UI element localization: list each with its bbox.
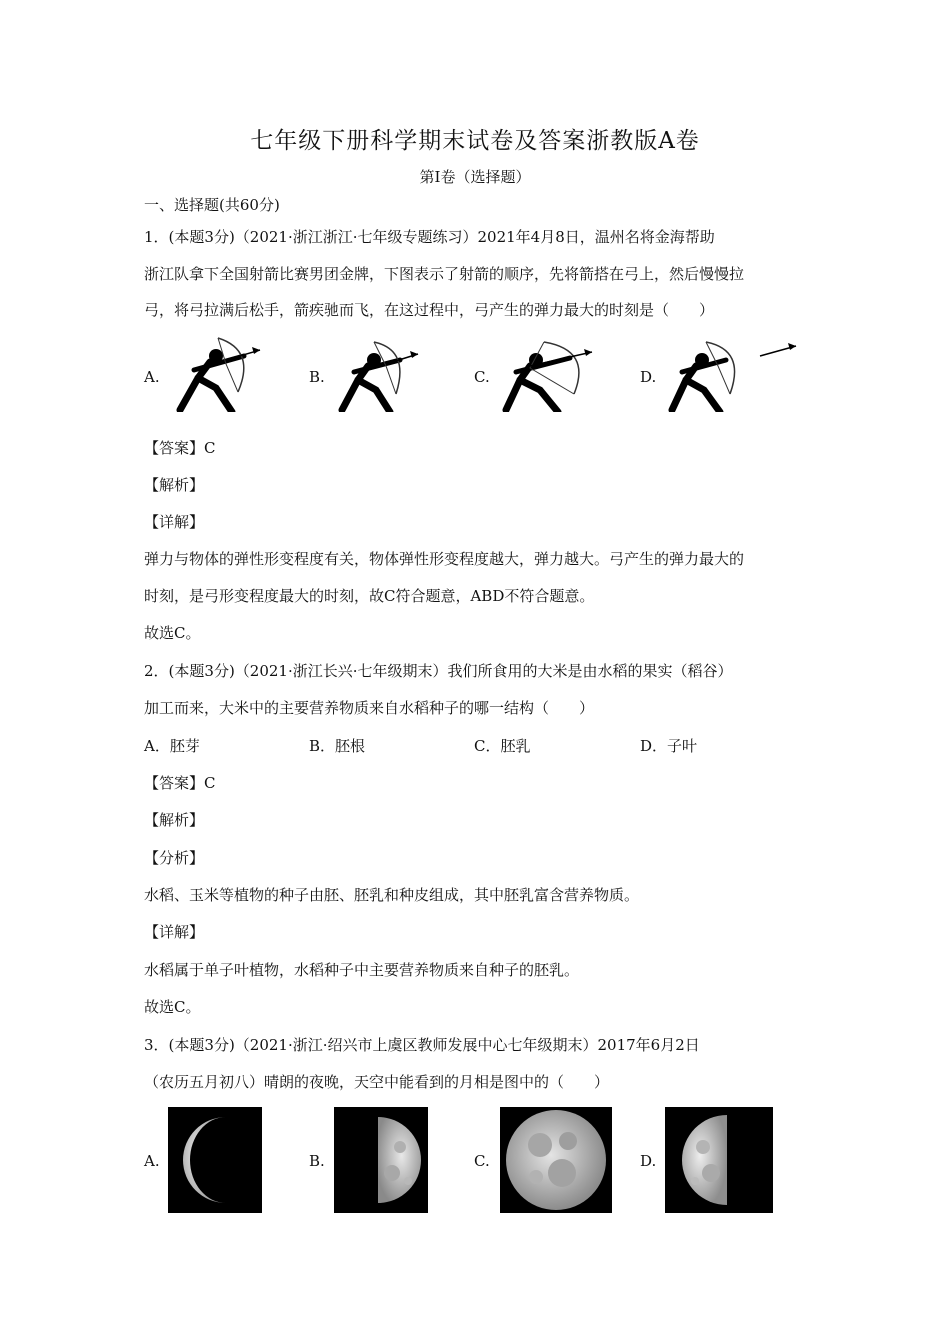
q1-analysis-heading: 【解析】 [144, 476, 205, 494]
waxing-crescent-moon-icon [168, 1107, 262, 1213]
q2-answer: 【答案】C [144, 774, 216, 792]
q2-text-line-1: 2．(本题3分)（2021·浙江长兴·七年级期末）我们所食用的大米是由水稻的果实（稻谷） [144, 662, 733, 680]
first-quarter-moon-icon [665, 1107, 773, 1213]
q1-option-b-label: B. [309, 368, 325, 386]
q1-text-line-3: 弓，将弓拉满后松手，箭疾驰而飞，在这过程中，弓产生的弹力最大的时刻是（ ） [144, 301, 715, 319]
document-title: 七年级下册科学期末试卷及答案浙教版A卷 [250, 128, 700, 154]
q1-option-d-label: D. [640, 368, 657, 386]
q3-text-line-2: （农历五月初八）晴朗的夜晚，天空中能看到的月相是图中的（ ） [144, 1073, 610, 1091]
archer-drawn-partly-icon [334, 332, 454, 412]
q3-text-line-1: 3．(本题3分)（2021·浙江·绍兴市上虞区教师发展中心七年级期末）2017年6月2日 [144, 1036, 700, 1054]
section-heading: 一、选择题(共60分) [144, 196, 280, 214]
q3-option-d-moon-image [665, 1107, 773, 1213]
archer-fully-drawn-icon [500, 332, 620, 412]
q1-option-a-label: A. [144, 368, 160, 386]
q3-option-a-moon-image [168, 1107, 262, 1213]
q3-option-b-moon-image [334, 1107, 428, 1213]
q3-option-c-moon-image [500, 1107, 594, 1213]
q1-explanation-line-1: 弹力与物体的弹性形变程度有关，物体弹性形变程度越大，弹力越大。弓产生的弹力最大的 [144, 550, 745, 568]
q3-option-a-label: A. [144, 1152, 160, 1170]
archer-drawn-halfway-icon [168, 332, 288, 412]
q1-option-b-archer-figure [334, 332, 454, 412]
q2-option-b: B．胚根 [309, 737, 366, 755]
q1-answer: 【答案】C [144, 439, 216, 457]
q1-conclusion: 故选C。 [144, 624, 201, 642]
volume-subtitle: 第I卷（选择题） [419, 168, 531, 186]
last-quarter-moon-icon [334, 1107, 428, 1213]
q2-option-d: D．子叶 [640, 737, 698, 755]
q2-option-c: C．胚乳 [474, 737, 531, 755]
q1-text-line-1: 1．(本题3分)（2021·浙江浙江·七年级专题练习）2021年4月8日，温州名将金海帮助 [144, 228, 715, 246]
q1-option-d-archer-figure [668, 332, 788, 412]
full-moon-icon [500, 1107, 612, 1213]
q2-conclusion: 故选C。 [144, 998, 201, 1016]
q2-detail-text: 水稻属于单子叶植物，水稻种子中主要营养物质来自种子的胚乳。 [144, 961, 580, 979]
q2-text-line-2: 加工而来，大米中的主要营养物质来自水稻种子的哪一结构（ ） [144, 699, 595, 717]
q1-option-c-label: C. [474, 368, 490, 386]
q2-detail-heading: 【详解】 [144, 923, 205, 941]
q2-option-a: A．胚芽 [144, 737, 200, 755]
q1-detail-heading: 【详解】 [144, 513, 205, 531]
q1-option-a-archer-figure [168, 332, 288, 412]
q3-option-b-label: B. [309, 1152, 325, 1170]
archer-arrow-released-icon [668, 332, 808, 412]
q2-fenxi-heading: 【分析】 [144, 849, 205, 867]
q3-option-c-label: C. [474, 1152, 490, 1170]
q1-explanation-line-2: 时刻，是弓形变程度最大的时刻，故C符合题意，ABD不符合题意。 [144, 587, 595, 605]
q1-text-line-2: 浙江队拿下全国射箭比赛男团金牌，下图表示了射箭的顺序，先将箭搭在弓上，然后慢慢拉 [144, 265, 745, 283]
q3-option-d-label: D. [640, 1152, 657, 1170]
q2-analysis-heading: 【解析】 [144, 811, 205, 829]
q1-option-c-archer-figure [500, 332, 620, 412]
q2-fenxi-text: 水稻、玉米等植物的种子由胚、胚乳和种皮组成，其中胚乳富含营养物质。 [144, 886, 640, 904]
